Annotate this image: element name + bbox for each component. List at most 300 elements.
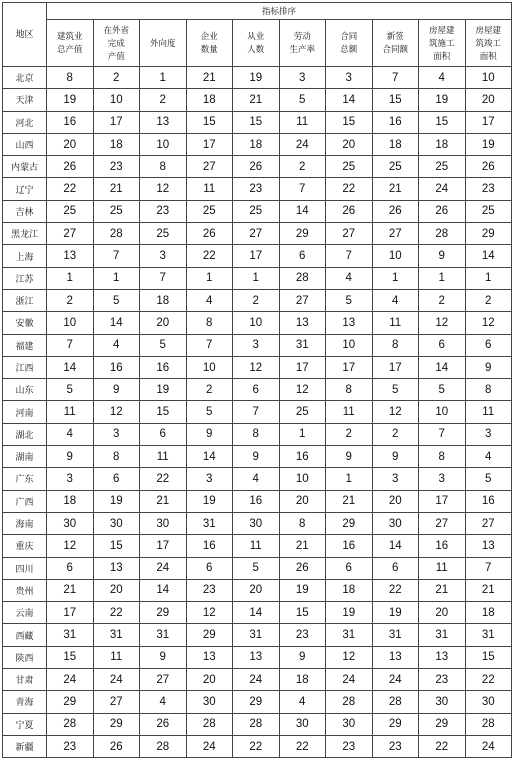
region-cell: 青海 <box>3 691 47 713</box>
table-row <box>3 379 512 401</box>
column-header <box>465 20 512 67</box>
rank-cell: 18 <box>465 602 512 624</box>
rank-cell: 23 <box>233 178 280 200</box>
rank-cell: 13 <box>47 245 94 267</box>
table-row <box>3 602 512 624</box>
rank-cell: 6 <box>93 468 140 490</box>
rank-cell: 30 <box>47 512 94 534</box>
rank-cell: 19 <box>140 379 187 401</box>
table-row <box>3 289 512 311</box>
rank-cell: 12 <box>233 356 280 378</box>
rank-cell: 21 <box>279 535 326 557</box>
rank-cell: 8 <box>419 446 466 468</box>
region-cell: 江西 <box>3 356 47 378</box>
rank-cell: 1 <box>326 468 373 490</box>
rank-cell: 14 <box>326 89 373 111</box>
rank-cell: 28 <box>372 691 419 713</box>
rank-cell: 4 <box>372 289 419 311</box>
column-header-line: 建筑业 <box>56 31 83 41</box>
rank-cell: 23 <box>419 669 466 691</box>
rank-cell: 18 <box>140 289 187 311</box>
rank-cell: 22 <box>465 669 512 691</box>
rank-cell: 4 <box>233 468 280 490</box>
rank-cell: 10 <box>419 401 466 423</box>
rank-cell: 28 <box>93 223 140 245</box>
region-cell: 河北 <box>3 111 47 133</box>
rank-cell: 31 <box>279 334 326 356</box>
rank-cell: 19 <box>279 579 326 601</box>
rank-cell: 13 <box>233 646 280 668</box>
rank-cell: 26 <box>93 735 140 757</box>
rank-cell: 9 <box>186 423 233 445</box>
rank-cell: 31 <box>140 624 187 646</box>
rank-cell: 30 <box>419 691 466 713</box>
rank-cell: 22 <box>186 245 233 267</box>
rank-cell: 25 <box>326 156 373 178</box>
region-cell: 辽宁 <box>3 178 47 200</box>
rank-cell: 26 <box>186 223 233 245</box>
rank-cell: 8 <box>47 67 94 89</box>
table-row <box>3 735 512 757</box>
rank-cell: 23 <box>93 156 140 178</box>
rank-cell: 23 <box>47 735 94 757</box>
rank-cell: 9 <box>279 646 326 668</box>
rank-cell: 30 <box>279 713 326 735</box>
rank-cell: 12 <box>465 312 512 334</box>
rank-cell: 2 <box>419 289 466 311</box>
rank-cell: 12 <box>186 602 233 624</box>
rank-cell: 2 <box>93 67 140 89</box>
table-row <box>3 646 512 668</box>
rank-cell: 2 <box>279 156 326 178</box>
table-row <box>3 624 512 646</box>
table-row <box>3 356 512 378</box>
rank-cell: 1 <box>47 267 94 289</box>
rank-cell: 2 <box>233 289 280 311</box>
rank-cell: 10 <box>93 89 140 111</box>
rank-cell: 4 <box>326 267 373 289</box>
rank-cell: 29 <box>279 223 326 245</box>
rank-cell: 20 <box>419 602 466 624</box>
rank-cell: 15 <box>279 602 326 624</box>
rank-cell: 28 <box>47 713 94 735</box>
rank-cell: 25 <box>186 200 233 222</box>
rank-cell: 5 <box>326 289 373 311</box>
rank-cell: 26 <box>47 156 94 178</box>
region-cell: 广西 <box>3 490 47 512</box>
rank-cell: 29 <box>186 624 233 646</box>
column-header-line: 总额 <box>340 44 358 54</box>
rank-cell: 2 <box>326 423 373 445</box>
rank-cell: 4 <box>47 423 94 445</box>
column-header-line: 面积 <box>479 50 497 61</box>
region-cell: 黑龙江 <box>3 223 47 245</box>
rank-cell: 28 <box>465 713 512 735</box>
rank-cell: 27 <box>186 156 233 178</box>
column-header <box>279 20 326 67</box>
rank-cell: 12 <box>326 646 373 668</box>
rank-cell: 16 <box>326 535 373 557</box>
rank-cell: 15 <box>47 646 94 668</box>
column-header-line: 房屋建 <box>475 24 501 35</box>
rank-cell: 2 <box>140 89 187 111</box>
rank-cell: 22 <box>140 468 187 490</box>
rank-cell: 21 <box>372 178 419 200</box>
rank-cell: 31 <box>419 624 466 646</box>
rank-cell: 30 <box>93 512 140 534</box>
rank-cell: 13 <box>465 535 512 557</box>
rank-cell: 25 <box>233 200 280 222</box>
rank-cell: 29 <box>419 713 466 735</box>
rank-cell: 15 <box>140 401 187 423</box>
rank-cell: 27 <box>326 223 373 245</box>
rank-cell: 27 <box>233 223 280 245</box>
column-header <box>233 20 280 67</box>
rank-cell: 10 <box>140 133 187 155</box>
rank-cell: 3 <box>140 245 187 267</box>
rank-cell: 24 <box>279 133 326 155</box>
rank-cell: 20 <box>279 490 326 512</box>
rank-cell: 17 <box>233 245 280 267</box>
rank-cell: 22 <box>279 735 326 757</box>
table-row <box>3 512 512 534</box>
rank-cell: 23 <box>140 200 187 222</box>
rank-cell: 7 <box>279 178 326 200</box>
rank-cell: 15 <box>93 535 140 557</box>
rank-cell: 20 <box>93 579 140 601</box>
rank-cell: 31 <box>233 624 280 646</box>
rank-cell: 21 <box>419 579 466 601</box>
rank-cell: 7 <box>140 267 187 289</box>
rank-cell: 8 <box>233 423 280 445</box>
rank-cell: 17 <box>186 133 233 155</box>
rank-cell: 1 <box>419 267 466 289</box>
rank-cell: 30 <box>140 512 187 534</box>
rank-cell: 14 <box>279 200 326 222</box>
rank-cell: 11 <box>140 446 187 468</box>
rank-cell: 7 <box>326 245 373 267</box>
rank-cell: 23 <box>465 178 512 200</box>
rank-cell: 21 <box>140 490 187 512</box>
rank-cell: 7 <box>465 557 512 579</box>
rank-cell: 30 <box>326 713 373 735</box>
region-cell: 重庆 <box>3 535 47 557</box>
header-row-group <box>3 3 512 20</box>
rank-cell: 13 <box>326 312 373 334</box>
rank-cell: 8 <box>186 312 233 334</box>
region-cell: 北京 <box>3 67 47 89</box>
rank-cell: 10 <box>465 67 512 89</box>
region-cell: 广东 <box>3 468 47 490</box>
rank-cell: 7 <box>419 423 466 445</box>
rank-cell: 1 <box>93 267 140 289</box>
table-row <box>3 401 512 423</box>
rank-cell: 27 <box>419 512 466 534</box>
region-cell: 内蒙古 <box>3 156 47 178</box>
rank-cell: 11 <box>372 312 419 334</box>
rank-cell: 29 <box>372 713 419 735</box>
table-row <box>3 423 512 445</box>
rank-cell: 24 <box>465 735 512 757</box>
column-header <box>47 20 94 67</box>
table-row <box>3 245 512 267</box>
rank-cell: 12 <box>47 535 94 557</box>
rank-cell: 14 <box>233 602 280 624</box>
rank-cell: 4 <box>279 691 326 713</box>
table-row <box>3 669 512 691</box>
rank-cell: 19 <box>47 89 94 111</box>
rank-cell: 9 <box>465 356 512 378</box>
rank-cell: 11 <box>419 557 466 579</box>
rank-cell: 16 <box>419 535 466 557</box>
rank-cell: 26 <box>465 156 512 178</box>
table-row <box>3 178 512 200</box>
rank-cell: 29 <box>93 713 140 735</box>
ranking-table <box>2 2 512 758</box>
rank-cell: 28 <box>326 691 373 713</box>
rank-cell: 11 <box>93 646 140 668</box>
rank-cell: 7 <box>47 334 94 356</box>
rank-cell: 1 <box>372 267 419 289</box>
rank-cell: 23 <box>279 624 326 646</box>
table-row <box>3 557 512 579</box>
rank-cell: 31 <box>47 624 94 646</box>
rank-cell: 28 <box>279 267 326 289</box>
column-header <box>326 20 373 67</box>
table-row <box>3 267 512 289</box>
rank-cell: 16 <box>47 111 94 133</box>
rank-cell: 31 <box>186 512 233 534</box>
rank-cell: 16 <box>93 356 140 378</box>
table-row <box>3 200 512 222</box>
rank-cell: 4 <box>465 446 512 468</box>
rank-cell: 18 <box>279 669 326 691</box>
rank-cell: 31 <box>465 624 512 646</box>
rank-cell: 18 <box>372 133 419 155</box>
rank-cell: 30 <box>372 512 419 534</box>
rank-cell: 3 <box>279 67 326 89</box>
rank-cell: 31 <box>93 624 140 646</box>
rank-cell: 20 <box>233 579 280 601</box>
rank-cell: 31 <box>326 624 373 646</box>
rank-cell: 3 <box>233 334 280 356</box>
rank-cell: 9 <box>93 379 140 401</box>
rank-cell: 24 <box>93 669 140 691</box>
rank-cell: 6 <box>465 334 512 356</box>
column-header-line: 数量 <box>200 44 218 54</box>
column-header <box>186 20 233 67</box>
rank-cell: 5 <box>93 289 140 311</box>
rank-cell: 3 <box>419 468 466 490</box>
rank-cell: 20 <box>186 669 233 691</box>
rank-cell: 13 <box>279 312 326 334</box>
rank-cell: 14 <box>140 579 187 601</box>
region-cell: 吉林 <box>3 200 47 222</box>
rank-cell: 25 <box>140 223 187 245</box>
rank-cell: 7 <box>372 67 419 89</box>
rank-cell: 6 <box>233 379 280 401</box>
column-header-line: 新签 <box>386 31 404 41</box>
column-header-line: 筑施工 <box>428 37 455 48</box>
column-header-line: 生产率 <box>289 44 315 54</box>
rank-cell: 22 <box>372 579 419 601</box>
rank-cell: 14 <box>47 356 94 378</box>
rank-cell: 19 <box>372 602 419 624</box>
region-cell: 海南 <box>3 512 47 534</box>
rank-cell: 12 <box>140 178 187 200</box>
rank-cell: 1 <box>279 423 326 445</box>
rank-cell: 10 <box>233 312 280 334</box>
rank-cell: 11 <box>326 401 373 423</box>
region-cell: 四川 <box>3 557 47 579</box>
rank-cell: 11 <box>233 535 280 557</box>
rank-cell: 15 <box>326 111 373 133</box>
rank-cell: 3 <box>372 468 419 490</box>
column-header <box>419 20 466 67</box>
column-header-line: 人数 <box>247 44 265 54</box>
rank-cell: 29 <box>233 691 280 713</box>
region-cell: 贵州 <box>3 579 47 601</box>
rank-cell: 15 <box>465 646 512 668</box>
rank-cell: 30 <box>186 691 233 713</box>
rank-cell: 18 <box>47 490 94 512</box>
rank-cell: 22 <box>93 602 140 624</box>
rank-cell: 26 <box>279 557 326 579</box>
rank-cell: 5 <box>140 334 187 356</box>
rank-cell: 19 <box>326 602 373 624</box>
table-row <box>3 223 512 245</box>
rank-cell: 24 <box>186 735 233 757</box>
column-header-line: 完成 <box>107 37 125 48</box>
rank-cell: 26 <box>419 200 466 222</box>
rank-cell: 16 <box>186 535 233 557</box>
rank-cell: 4 <box>140 691 187 713</box>
region-cell: 福建 <box>3 334 47 356</box>
rank-cell: 25 <box>93 200 140 222</box>
rank-cell: 3 <box>47 468 94 490</box>
region-cell: 宁夏 <box>3 713 47 735</box>
rank-cell: 6 <box>279 245 326 267</box>
rank-cell: 21 <box>465 579 512 601</box>
rank-cell: 6 <box>372 557 419 579</box>
rank-cell: 20 <box>465 89 512 111</box>
rank-cell: 6 <box>419 334 466 356</box>
rank-cell: 25 <box>419 156 466 178</box>
rank-cell: 21 <box>326 490 373 512</box>
rank-cell: 26 <box>326 200 373 222</box>
rank-cell: 29 <box>326 512 373 534</box>
rank-cell: 22 <box>326 178 373 200</box>
rank-cell: 31 <box>372 624 419 646</box>
rank-cell: 19 <box>93 490 140 512</box>
rank-cell: 5 <box>279 89 326 111</box>
rank-cell: 23 <box>372 735 419 757</box>
rank-cell: 15 <box>186 111 233 133</box>
table-row <box>3 89 512 111</box>
rank-cell: 29 <box>140 602 187 624</box>
rank-cell: 27 <box>372 223 419 245</box>
table-row <box>3 490 512 512</box>
rank-cell: 17 <box>419 490 466 512</box>
rank-cell: 17 <box>93 111 140 133</box>
rank-cell: 20 <box>140 312 187 334</box>
rank-cell: 5 <box>419 379 466 401</box>
rank-cell: 27 <box>47 223 94 245</box>
rank-cell: 21 <box>233 89 280 111</box>
column-header-line: 企业 <box>200 31 218 41</box>
rank-cell: 13 <box>140 111 187 133</box>
rank-cell: 6 <box>140 423 187 445</box>
rank-cell: 16 <box>465 490 512 512</box>
rank-cell: 30 <box>233 512 280 534</box>
rank-cell: 25 <box>279 401 326 423</box>
region-cell: 浙江 <box>3 289 47 311</box>
rank-cell: 1 <box>465 267 512 289</box>
rank-cell: 24 <box>233 669 280 691</box>
rank-cell: 10 <box>326 334 373 356</box>
rank-cell: 10 <box>186 356 233 378</box>
header-row-columns <box>3 20 512 67</box>
rank-cell: 13 <box>419 646 466 668</box>
rank-cell: 20 <box>47 133 94 155</box>
rank-cell: 14 <box>465 245 512 267</box>
rank-cell: 24 <box>372 669 419 691</box>
rank-cell: 17 <box>326 356 373 378</box>
rank-cell: 9 <box>419 245 466 267</box>
column-header-line: 劳动 <box>293 31 311 41</box>
rank-cell: 12 <box>372 401 419 423</box>
rank-cell: 9 <box>140 646 187 668</box>
rank-cell: 11 <box>465 401 512 423</box>
rank-cell: 18 <box>233 133 280 155</box>
rank-cell: 14 <box>372 535 419 557</box>
column-header-line: 房屋建 <box>428 24 455 35</box>
rank-cell: 8 <box>372 334 419 356</box>
rank-cell: 12 <box>419 312 466 334</box>
rank-cell: 25 <box>465 200 512 222</box>
rank-cell: 17 <box>47 602 94 624</box>
rank-cell: 15 <box>233 111 280 133</box>
rank-cell: 17 <box>140 535 187 557</box>
rank-cell: 10 <box>47 312 94 334</box>
rank-cell: 19 <box>186 490 233 512</box>
column-header-line: 从业 <box>247 31 265 41</box>
region-cell: 江苏 <box>3 267 47 289</box>
rank-cell: 2 <box>372 423 419 445</box>
rank-cell: 9 <box>233 446 280 468</box>
rank-cell: 14 <box>419 356 466 378</box>
table-row <box>3 446 512 468</box>
table-row <box>3 468 512 490</box>
rank-cell: 16 <box>279 446 326 468</box>
rank-cell: 4 <box>419 67 466 89</box>
table-row <box>3 713 512 735</box>
column-header-line: 外向度 <box>149 37 176 48</box>
rank-cell: 7 <box>233 401 280 423</box>
rank-cell: 18 <box>186 89 233 111</box>
rank-cell: 1 <box>140 67 187 89</box>
region-cell: 山西 <box>3 133 47 155</box>
region-cell: 河南 <box>3 401 47 423</box>
rank-cell: 5 <box>465 468 512 490</box>
rank-cell: 21 <box>47 579 94 601</box>
rank-cell: 12 <box>93 401 140 423</box>
rank-cell: 7 <box>93 245 140 267</box>
rank-cell: 21 <box>93 178 140 200</box>
rank-cell: 18 <box>326 579 373 601</box>
region-cell: 云南 <box>3 602 47 624</box>
column-header <box>372 20 419 67</box>
